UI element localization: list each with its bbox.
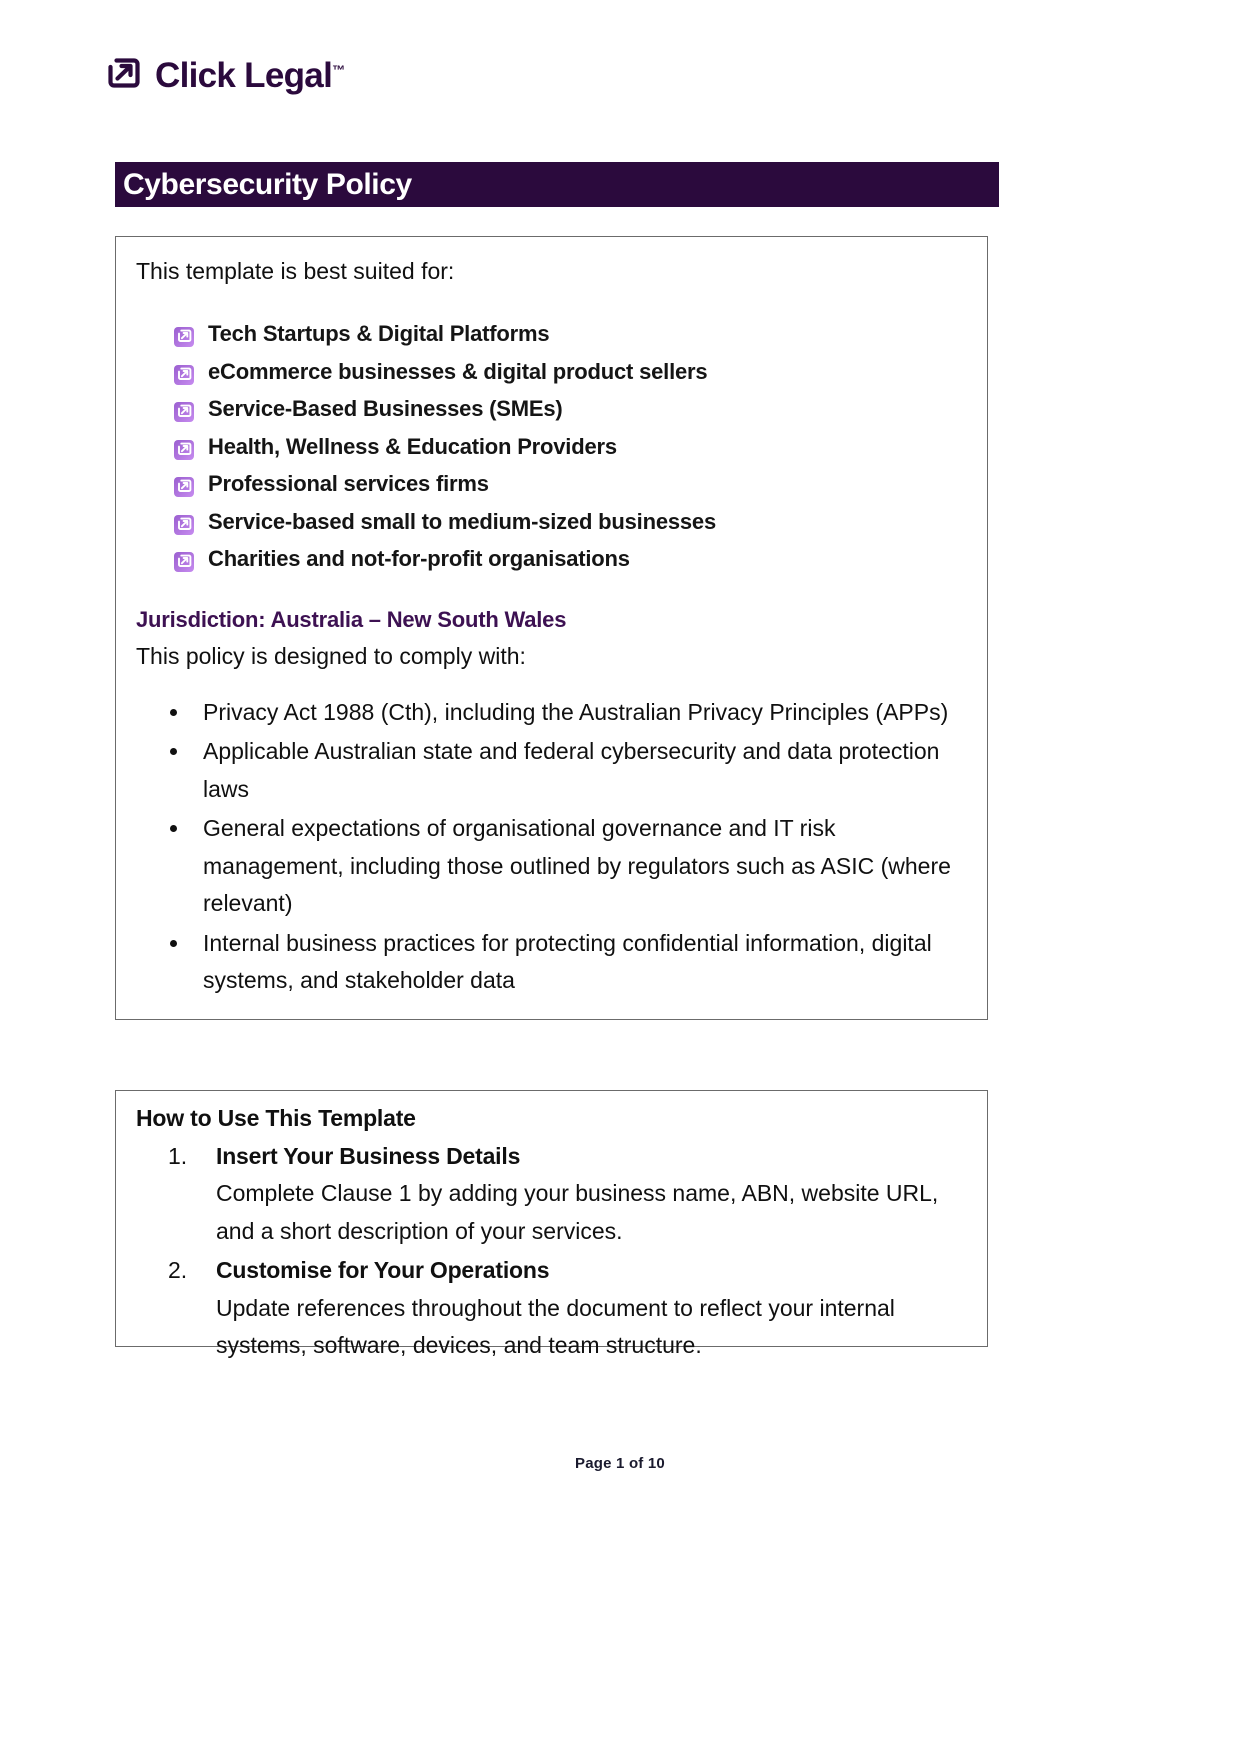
list-item [174,508,969,536]
step-body: Complete Clause 1 by adding your business name, ABN, website URL, and a short description of your services. [216,1180,939,1244]
list-item-label: Health, Wellness & Education Providers [208,433,617,459]
external-link-arrow-icon [174,365,194,385]
external-link-arrow-icon [174,515,194,535]
list-item-label: Charities and not-for-profit organisations [208,546,630,572]
bullet-dot-icon [170,940,177,947]
list-item [170,925,969,1000]
list-item [170,810,969,922]
page-number-label: Page 1 of 10 [575,1455,665,1472]
list-item [170,733,969,808]
external-link-arrow-icon [104,57,141,94]
list-item-label: Privacy Act 1988 (Cth), including the Australian Privacy Principles (APPs) [203,698,949,725]
bullet-dot-icon [170,748,177,755]
suited-intro: This template is best suited for: [136,258,455,284]
compliance-intro: This policy is designed to comply with: [136,642,526,669]
brand-name [155,58,345,93]
trademark-symbol: ™ [332,62,346,78]
step-title: Insert Your Business Details [216,1143,521,1169]
list-item-label: Tech Startups & Digital Platforms [208,321,550,347]
document-title-bar [115,162,999,207]
list-item [174,470,969,498]
list-item-label: Applicable Australian state and federal cybersecurity and data protection laws [203,738,940,802]
list-item [174,433,969,461]
list-item [174,545,969,573]
brand-logo [104,57,345,94]
list-item [168,1252,969,1364]
list-item [174,358,969,386]
external-link-arrow-icon [174,477,194,497]
page-footer [0,1455,1240,1472]
brand-name-text: Click Legal [155,56,333,95]
compliance-list [126,694,969,1000]
bullet-dot-icon [170,709,177,716]
page-title: Cybersecurity Policy [123,167,412,201]
external-link-arrow-icon [174,440,194,460]
jurisdiction-heading: Jurisdiction: Australia – New South Wales [136,606,567,632]
step-body: Update references throughout the document to reflect your internal systems, software, devices, and team structure. [216,1294,895,1359]
list-item-label: Internal business practices for protecting confidential information, digital systems, and stakeholder data [203,929,932,994]
step-title: Customise for Your Operations [216,1257,550,1284]
list-item-label: Service-Based Businesses (SMEs) [208,396,563,422]
list-item-label: eCommerce businesses & digital product sellers [208,358,708,384]
best-suited-for-box [115,236,988,1020]
external-link-arrow-icon [174,402,194,422]
suited-audience-list [126,320,969,573]
list-item [168,1138,969,1250]
bullet-dot-icon [170,825,177,832]
how-to-use-box [115,1090,988,1359]
list-item-label: Professional services firms [208,471,489,497]
list-item [174,320,969,348]
list-item [170,694,969,731]
external-link-arrow-icon [174,327,194,347]
external-link-arrow-icon [174,552,194,572]
list-item [174,395,969,423]
list-item-label: General expectations of organisational governance and IT risk management, including those outlined by regulators such as ASIC (where relevant) [203,815,951,917]
how-to-use-steps [126,1138,969,1365]
how-to-use-heading: How to Use This Template [136,1105,416,1131]
list-item-label: Service-based small to medium-sized businesses [208,508,717,534]
